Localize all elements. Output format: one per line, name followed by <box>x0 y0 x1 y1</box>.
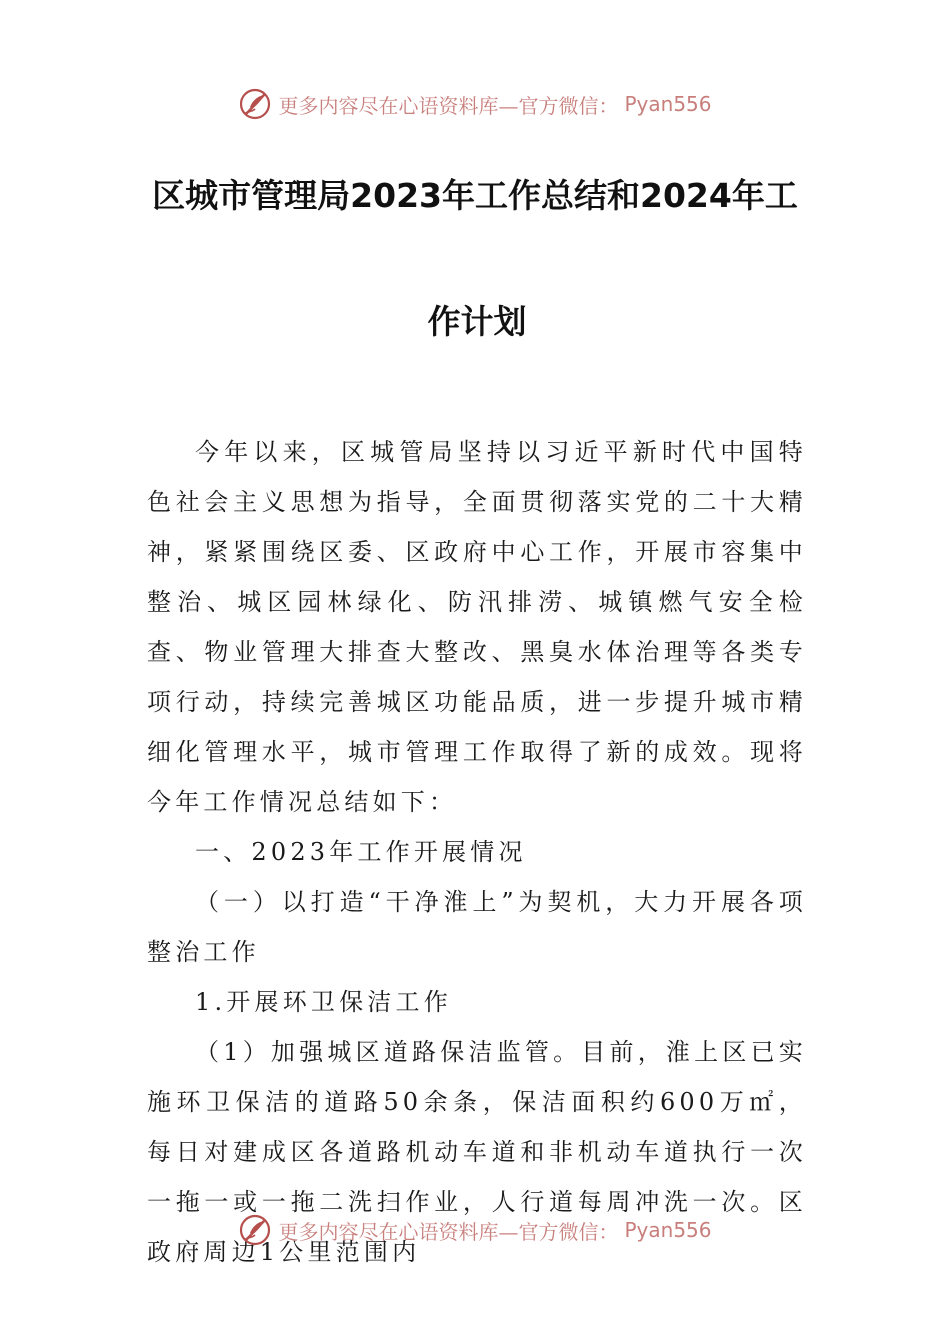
document-title-line-2: 作计划 <box>427 302 527 341</box>
quill-logo-icon <box>238 1213 272 1247</box>
watermark-text: 更多内容尽在心语资料库—官方微信： <box>278 1219 619 1244</box>
item-heading: 1.开展环卫保洁工作 <box>195 988 452 1016</box>
intro-paragraph: 今年以来，区城管局坚持以习近平新时代中国特色社会主义思想为指导，全面贯彻落实党的二十大精神，紧紧围绕区委、区政府中心工作，开展市容集中整治、城区园林绿化、防汛排涝、城镇燃气安全检查、物业管理大排查大整改、黑臭水体治理等各类专项行动，持续完善城区功能品质，进一步提升城市精细化管理水平，城市管理工作取得了新的成效。现将今年工作情况总结如下： <box>147 438 807 816</box>
item-paragraph: （1）加强城区道路保洁监管。目前，淮上区已实施环卫保洁的道路50余条，保洁面积约600万㎡，每日对建成区各道路机动车道和非机动车道执行一次一拖一或一拖二洗扫作业，人行道每周冲洗一次。区政府周边1公里范围内 <box>147 1038 807 1266</box>
document-body <box>147 427 807 1277</box>
subsection-heading: （一）以打造“干净淮上”为契机，大力开展各项整治工作 <box>147 888 807 966</box>
header-watermark <box>0 84 950 124</box>
footer-watermark <box>0 1210 950 1250</box>
section-heading: 一、2023年工作开展情况 <box>195 838 527 866</box>
document-title-line-1: 区城市管理局2023年工作总结和2024年工 <box>152 176 798 215</box>
quill-logo-icon <box>238 87 272 121</box>
watermark-id: Pyan556 <box>624 1218 712 1242</box>
watermark-text: 更多内容尽在心语资料库—官方微信： <box>278 93 619 118</box>
watermark-id: Pyan556 <box>624 92 712 116</box>
